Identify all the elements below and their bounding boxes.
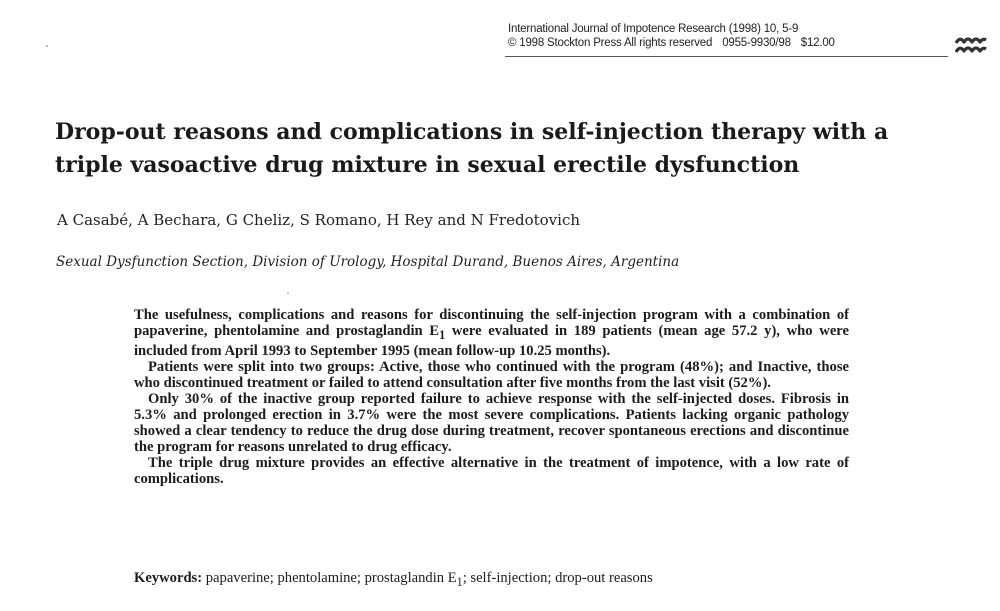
keywords: Keywords: papaverine; phentolamine; prostaglandin $E_1$; self-injection; drop-out reasons [134, 570, 653, 589]
abstract-paragraph-3: Only 30% of the inactive group reported failure to achieve response with the self-injected doses. Fibrosis in 5.3% and prolonged erection in 3.7% were the most severe complications. Patients lacking organic pathology showed a clear tendency to reduce the drug dose during treatment, recover spontaneous erections and discontinue the program for reasons unrelated to drug efficacy. [134, 390, 849, 455]
scan-speck [46, 45, 48, 47]
journal-copyright-line [508, 36, 835, 50]
stockton-press-logo-icon [955, 34, 987, 56]
header-rule [505, 56, 948, 57]
paper-title-line-2: triple vasoactive drug mixture in sexual erectile dysfunction [55, 152, 800, 178]
scan-speck [287, 292, 289, 294]
journal-header [508, 22, 835, 50]
abstract-paragraph-4: The triple drug mixture provides an effective alternative in the treatment of impotence, with a low rate of complications. [134, 454, 849, 487]
copyright-text: © 1998 Stockton Press All rights reserved [508, 37, 713, 49]
author-list: A Casabé, A Bechara, G Cheliz, S Romano, H Rey and N Fredotovich [57, 211, 581, 229]
paper-title-line-1: Drop-out reasons and complications in self-injection therapy with a [55, 119, 889, 145]
paper-title [55, 116, 965, 182]
keywords-list: papaverine; phentolamine; prostaglandin E [202, 570, 457, 586]
abstract-paragraph-1: The usefulness, complications and reasons for discontinuing the self-injection program with a combination of papaverine, phentolamine and prostaglandin $E_1$ were evaluated in 189 patients (mean age 57.2 y), who were included from April 1993 to September 1995 (mean follow-up 10.25 months). [134, 307, 849, 359]
affiliation: Sexual Dysfunction Section, Division of Urology, Hospital Durand, Buenos Aires, Argentina [56, 254, 680, 270]
abstract-paragraph-2: Patients were split into two groups: Active, those who continued with the program (48%); and Inactive, those who discontinued treatment or failed to attend consultation after five months from the last visit (52%). [134, 358, 849, 391]
abstract [134, 307, 849, 487]
issn-text: 0955-9930/98 [722, 37, 791, 49]
keywords-label: Keywords: [134, 570, 203, 586]
price-text: $12.00 [800, 37, 835, 49]
journal-citation: International Journal of Impotence Research (1998) 10, 5-9 [508, 23, 799, 35]
